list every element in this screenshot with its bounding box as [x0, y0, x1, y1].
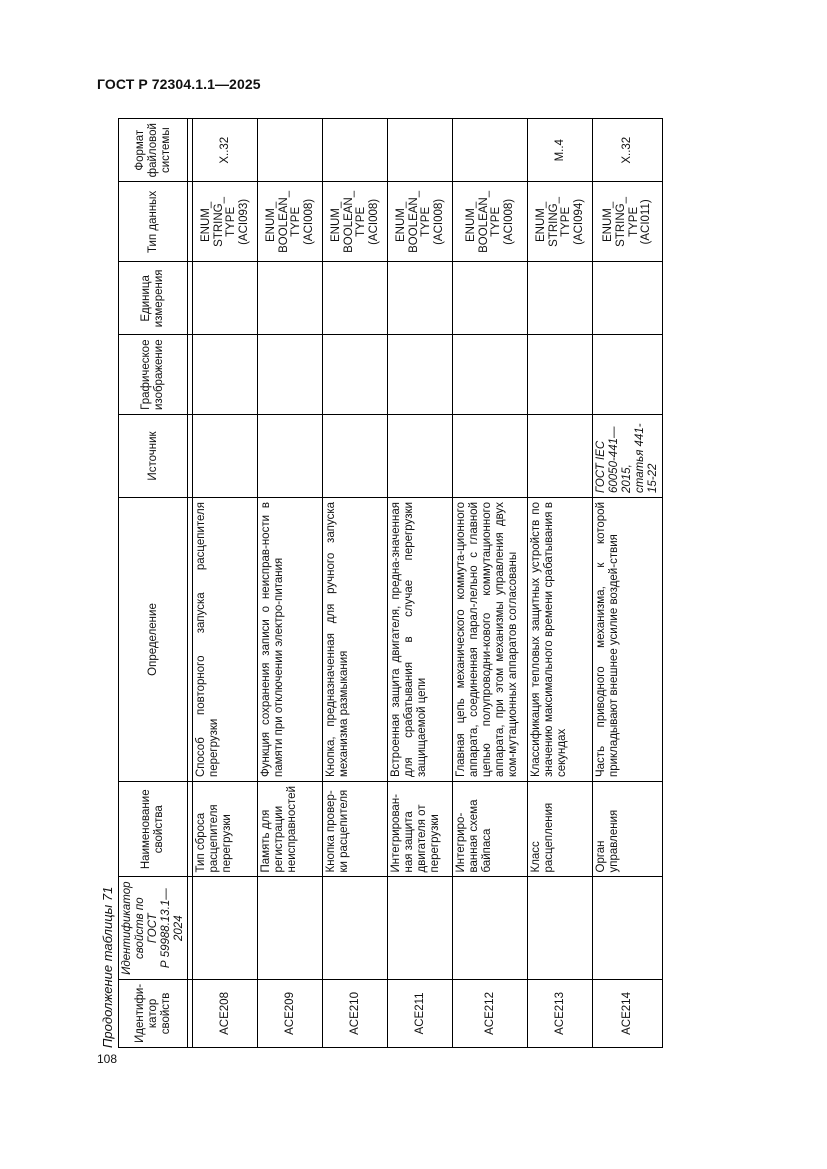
cell-graphic [193, 335, 258, 415]
cell-source [453, 415, 528, 498]
cell-std-id [528, 877, 593, 979]
col-header-unit: Единица измерения [119, 262, 188, 335]
cell-file-format [453, 119, 528, 182]
cell-graphic [593, 335, 662, 415]
cell-graphic [323, 335, 388, 415]
cell-graphic [388, 335, 453, 415]
cell-source: ГОСТ IEC 60050-441— 2015, статья 441-15-22 [593, 415, 662, 498]
table-row [453, 119, 528, 1048]
rotated-table-area [97, 115, 814, 1048]
cell-name: Класс расцепления [528, 782, 593, 878]
cell-file-format [388, 119, 453, 182]
cell-graphic [528, 335, 593, 415]
cell-std-id [453, 877, 528, 979]
cell-id: ACE210 [323, 979, 388, 1047]
col-header-name: Наименование свойства [119, 782, 188, 878]
table-caption: Продолжение таблицы 71 [100, 886, 115, 1048]
cell-id: ACE208 [193, 979, 258, 1047]
cell-file-format: M..4 [528, 119, 593, 182]
cell-graphic [453, 335, 528, 415]
col-header-file-format: Формат файловой системы [119, 119, 188, 182]
cell-id: ACE209 [258, 979, 323, 1047]
cell-data-type: ENUM_ STRING_ TYPE (ACI093) [193, 182, 258, 262]
cell-source [388, 415, 453, 498]
cell-source [193, 415, 258, 498]
cell-data-type: ENUM_ BOOLEAN_ TYPE (ACI008) [453, 182, 528, 262]
table-row [193, 119, 258, 1048]
cell-id: ACE214 [593, 979, 662, 1047]
properties-table [118, 118, 663, 1048]
cell-source [323, 415, 388, 498]
table-row [388, 119, 453, 1048]
cell-name: Орган управления [593, 782, 662, 878]
cell-data-type: ENUM_ BOOLEAN_ TYPE (ACI008) [258, 182, 323, 262]
cell-definition: Часть приводного механизма, к которой прикладывают внешнее усилие воздей-ствия [593, 498, 662, 782]
table-header-row [119, 119, 188, 1048]
cell-definition: Главная цепь механического коммута-ционного аппарата, соединенная парал-лельно с главной цепью полупроводни-кового коммутационного аппарата, при этом механизмы управления двух ком-мутационных аппаратов согласованы [453, 498, 528, 782]
cell-std-id [388, 877, 453, 979]
cell-name: Интегрирован-ная защита двигателя от перегрузки [388, 782, 453, 878]
cell-definition: Встроенная защита двигателя, предна-значенная для срабатывания в случае перегрузки защищаемой цепи [388, 498, 453, 782]
col-header-data-type: Тип данных [119, 182, 188, 262]
cell-unit [453, 262, 528, 335]
col-header-graphic: Графическое изображение [119, 335, 188, 415]
cell-data-type: ENUM_ BOOLEAN_ TYPE (ACI008) [323, 182, 388, 262]
col-header-definition: Определение [119, 498, 188, 782]
cell-name: Тип сброса расцепителя перегрузки [193, 782, 258, 878]
cell-unit [258, 262, 323, 335]
col-header-id: Идентифи- катор свойств [119, 979, 188, 1047]
cell-definition: Классификация тепловых защитных устройств по значению максимального времени срабатывания в секундах [528, 498, 593, 782]
cell-std-id [323, 877, 388, 979]
cell-source [258, 415, 323, 498]
cell-unit [323, 262, 388, 335]
col-header-std-id: Идентификатор свойств по ГОСТ Р 59988.13.1— 2024 [119, 877, 188, 979]
cell-unit [193, 262, 258, 335]
page-number: 108 [97, 1052, 118, 1066]
table-row [258, 119, 323, 1048]
cell-definition: Функция сохранения записи о неисправ-ности в памяти при отключении электро-питания [258, 498, 323, 782]
table-row [593, 119, 662, 1048]
cell-definition: Кнопка, предназначенная для ручного запуска механизма размыкания [323, 498, 388, 782]
cell-id: ACE212 [453, 979, 528, 1047]
cell-unit [528, 262, 593, 335]
cell-source [528, 415, 593, 498]
cell-data-type: ENUM_ BOOLEAN_ TYPE (ACI008) [388, 182, 453, 262]
cell-name: Интегриро-ванная схема байпаса [453, 782, 528, 878]
document-header-title: ГОСТ Р 72304.1.1—2025 [97, 76, 261, 92]
cell-file-format: X..32 [193, 119, 258, 182]
cell-graphic [258, 335, 323, 415]
col-header-source: Источник [119, 415, 188, 498]
cell-std-id [258, 877, 323, 979]
cell-unit [388, 262, 453, 335]
table-row [528, 119, 593, 1048]
cell-file-format [258, 119, 323, 182]
cell-file-format [323, 119, 388, 182]
table-row [323, 119, 388, 1048]
cell-std-id [193, 877, 258, 979]
cell-definition: Способ повторного запуска расцепителя перегрузки [193, 498, 258, 782]
cell-id: ACE213 [528, 979, 593, 1047]
cell-file-format: X..32 [593, 119, 662, 182]
cell-std-id [593, 877, 662, 979]
cell-data-type: ENUM_ STRING_ TYPE (ACI094) [528, 182, 593, 262]
cell-data-type: ENUM_ STRING_ TYPE (ACI011) [593, 182, 662, 262]
cell-name: Кнопка провер-ки расцепителя [323, 782, 388, 878]
cell-unit [593, 262, 662, 335]
cell-name: Память для регистрации неисправностей [258, 782, 323, 878]
cell-id: ACE211 [388, 979, 453, 1047]
